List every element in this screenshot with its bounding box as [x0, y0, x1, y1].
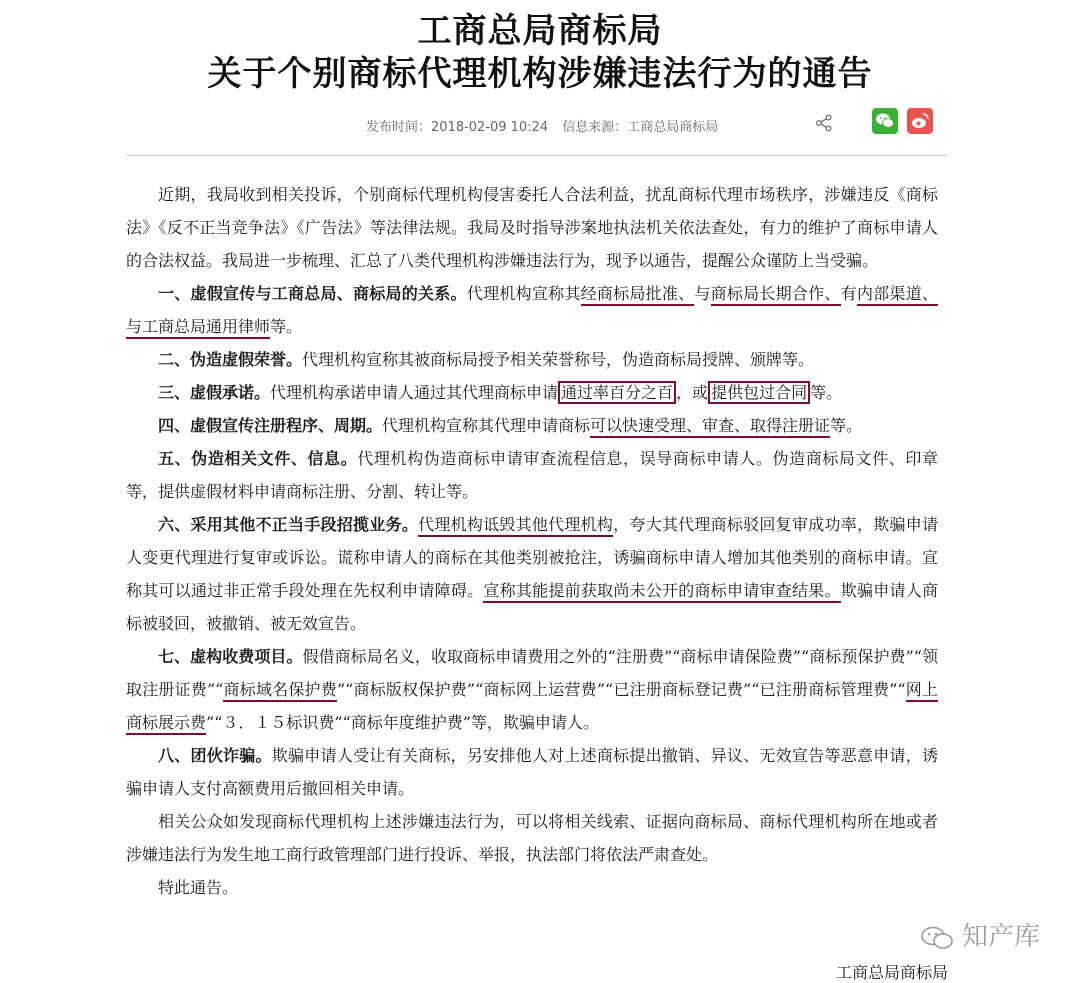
- item-6-heading: 六、采用其他不正当手段招揽业务。: [158, 515, 419, 534]
- underline-mark: 网上商标展示费: [126, 680, 938, 735]
- watermark: [918, 916, 1040, 953]
- item-3-text: ，或: [676, 383, 709, 402]
- article-meta: [366, 116, 728, 135]
- header-divider: [126, 155, 948, 156]
- item-1-paragraph: [126, 277, 938, 343]
- wechat-icon: [872, 108, 898, 134]
- item-1-text: 代理机构宣称其: [466, 284, 581, 303]
- source-label: 信息来源：工商总局商标局: [562, 120, 719, 135]
- underline-mark: 内部渠道、与工商总局通用律师: [126, 284, 938, 339]
- boxed-mark: 通过率百分之百: [558, 381, 676, 404]
- item-7-paragraph: [126, 640, 938, 739]
- item-8-paragraph: [126, 739, 938, 805]
- item-7-text: ”“商标版权保护费”“商标网上运营费”“已注册商标登记费”“已注册商标管理费”“: [336, 680, 906, 699]
- item-5-paragraph: [126, 442, 938, 508]
- closing-paragraph: 相关公众如发现商标代理机构上述涉嫌违法行为，可以将相关线索、证据向商标局、商标代理机构所在地或者涉嫌违法行为发生地工商行政管理部门进行投诉、举报，执法部门将依法严肃查处。: [126, 812, 938, 864]
- underline-mark: 宣称其能提前获取尚未公开的商标申请审查结果。: [483, 581, 840, 603]
- item-4-paragraph: [126, 409, 938, 442]
- item-7-text: 假借商标局名义，收取商标申请费用之外的“注册费”“商标申请保险费”“商标预保护费”“领取注册证费”“: [126, 647, 938, 699]
- item-6-paragraph: [126, 508, 938, 640]
- item-4-text: 等。: [830, 416, 863, 435]
- item-3-text: 代理机构承诺申请人通过其代理商标申请: [270, 383, 559, 402]
- wechat-share-button[interactable]: [872, 108, 898, 134]
- title-line-1: 工商总局商标局: [417, 11, 663, 51]
- item-1-text: 有: [840, 284, 857, 303]
- title-line-2: 关于个别商标代理机构涉嫌违法行为的通告: [207, 54, 873, 94]
- item-2-paragraph: [126, 343, 938, 376]
- item-8-text: 欺骗申请人受让有关商标，另安排他人对上述商标提出撤销、异议、无效宣告等恶意申请，诱骗申请人支付高额费用后撤回相关申请。: [126, 746, 938, 798]
- item-2-heading: 二、伪造虚假荣誉。: [158, 350, 303, 369]
- weibo-share-button[interactable]: [907, 108, 933, 134]
- intro-paragraph: 近期，我局收到相关投诉，个别商标代理机构侵害委托人合法利益，扰乱商标代理市场秩序，涉嫌违反《商标法》《反不正当竞争法》《广告法》等法律法规。我局及时指导涉案地执法机关依法查处，有力的维护了商标申请人的合法权益。我局进一步梳理、汇总了八类代理机构涉嫌违法行为，现予以通告，提醒公众谨防上当受骗。: [126, 185, 938, 270]
- share-icon[interactable]: [815, 114, 833, 132]
- wechat-watermark-icon: [918, 924, 958, 952]
- underline-mark: 商标域名保护费: [223, 680, 337, 702]
- article-body: [126, 178, 938, 904]
- item-7-text: ”“３．１５标识费”“商标年度维护费”等，欺骗申请人。: [206, 713, 599, 732]
- boxed-mark: 提供包过合同: [708, 381, 810, 404]
- item-1-text: 与: [694, 284, 711, 303]
- item-4-heading: 四、虚假宣传注册程序、周期。: [158, 416, 383, 435]
- item-4-text: 代理机构宣称其代理申请商标: [382, 416, 591, 435]
- item-6-text: ，夸大其代理商标驳回复审成功率，欺骗申请人变更代理进行复审或诉讼。谎称申请人的商标在其他类别被抢注，诱骗商标申请人增加其他类别的商标申请。宣称其可以通过非正常手段处理在先权利申请障碍。: [126, 515, 938, 600]
- item-5-text: 代理机构伪造商标申请审查流程信息，误导商标申请人。伪造商标局文件、印章等，提供虚假材料申请商标注册、分割、转让等。: [126, 449, 938, 501]
- notice-line: 特此通告。: [158, 878, 239, 897]
- item-3-paragraph: [126, 376, 938, 409]
- item-7-heading: 七、虚构收费项目。: [158, 647, 303, 666]
- weibo-icon: [907, 108, 933, 134]
- signature: 工商总局商标局: [835, 963, 948, 982]
- watermark-text: 知产库: [962, 922, 1041, 952]
- underline-mark: 可以快速受理、审查、取得注册证: [590, 416, 830, 438]
- item-5-heading: 五、伪造相关文件、信息。: [158, 449, 358, 468]
- item-6-text: 欺骗申请人商标被驳回，被撤销、被无效宣告。: [126, 581, 938, 633]
- item-1-text: 等。: [270, 317, 303, 336]
- item-2-text: 代理机构宣称其被商标局授予相关荣誉称号，伪造商标局授牌、颁牌等。: [302, 350, 815, 369]
- underline-mark: 经商标局批准、: [581, 284, 695, 306]
- item-3-text: 等。: [810, 383, 843, 402]
- item-3-heading: 三、虚假承诺。: [158, 383, 271, 402]
- item-1-heading: 一、虚假宣传与工商总局、商标局的关系。: [158, 284, 467, 303]
- item-8-heading: 八、团伙诈骗。: [158, 746, 272, 765]
- publish-time: 发布时间：2018-02-09 10:24: [366, 120, 549, 135]
- underline-mark: 代理机构诋毁其他代理机构: [418, 515, 613, 537]
- underline-mark: 商标局长期合作、: [711, 284, 841, 306]
